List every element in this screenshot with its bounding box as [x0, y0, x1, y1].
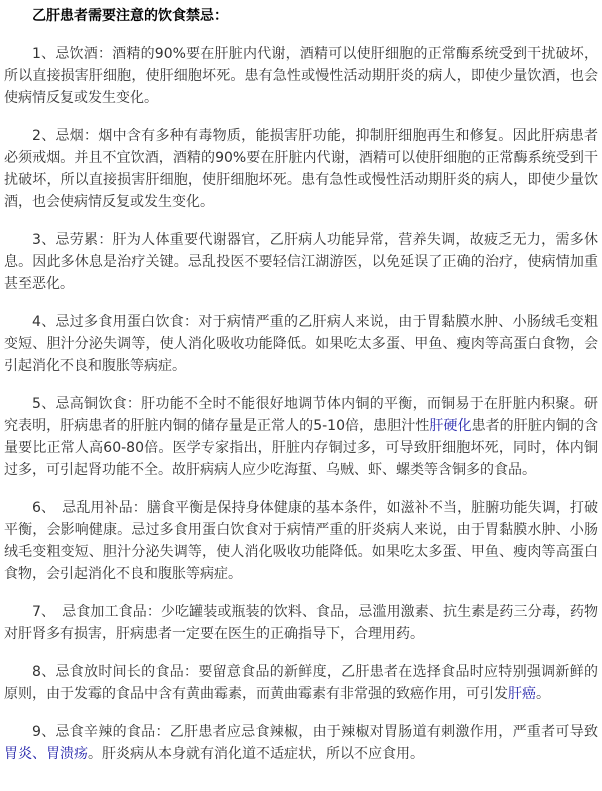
paragraph-7-no-processed-food [4, 601, 598, 645]
paragraph-text: 4、忌过多食用蛋白饮食：对于病情严重的乙肝病人来说，由于胃黏膜水肿、小肠绒毛变粗变短、胆汁分泌失调等，使人消化吸收功能降低。如果吃太多蛋、甲鱼、瘦肉等高蛋白食物，会引起消化不良和腹胀等病症。 [4, 314, 598, 374]
paragraph-3-no-overwork [4, 229, 598, 295]
link-liver-cancer[interactable]: 肝癌 [508, 686, 536, 702]
paragraph-text: 9、忌食辛辣的食品：乙肝患者应忌食辣椒，由于辣椒对胃肠道有刺激作用，严重者可导致 [32, 724, 598, 740]
paragraph-text: 。肝炎病从本身就有消化道不适症状，所以不应食用。 [88, 746, 424, 762]
paragraph-1-no-alcohol [4, 43, 598, 109]
paragraph-text: 5、忌高铜饮食：肝功能不全时不能很好地调节体内铜的平衡，而铜易于在肝脏内积聚。研究表明，肝病患者的肝脏内铜的储存量是正常人的5-10倍，患胆汁性 [4, 396, 598, 434]
link-gastritis-ulcer[interactable]: 胃炎、胃溃疡 [4, 746, 88, 762]
paragraph-text: 2、忌烟：烟中含有多种有毒物质，能损害肝功能，抑制肝细胞再生和修复。因此肝病患者必须戒烟。并且不宜饮酒，酒精的90%要在肝脏内代谢，酒精可以使肝细胞的正常酶系统受到干扰破坏，所以直接损害肝细胞，使肝细胞坏死。患有急性或慢性活动期肝炎的病人，即使少量饮酒，也会使病情反复或发生变化。 [4, 128, 598, 210]
paragraph-text: 8、忌食放时间长的食品：要留意食品的新鲜度，乙肝患者在选择食品时应特别强调新鲜的原则，由于发霉的食品中含有黄曲霉素，而黄曲霉素有非常强的致癌作用，可引发 [4, 664, 598, 702]
paragraph-text: 6、 忌乱用补品：膳食平衡是保持身体健康的基本条件，如滋补不当，脏腑功能失调，打破平衡，会影响健康。忌过多食用蛋白饮食对于病情严重的肝炎病人来说，由于胃黏膜水肿、小肠绒毛变粗变短、胆汁分泌失调等，使人消化吸收功能降低。如果吃太多蛋、甲鱼、瘦肉等高蛋白食物，会引起消化不良和腹胀等病症。 [4, 500, 598, 582]
paragraph-text: 患者的肝脏内铜的含量要比正常人高60-80倍。医学专家指出，肝脏内存铜过多，可导致肝细胞坏死，同时，体内铜过多，可引起肾功能不全。故肝病病人应少吃海蜇、乌贼、虾、螺类等含铜多的食品。 [4, 418, 599, 478]
paragraph-text: 1、忌饮酒：酒精的90%要在肝脏内代谢，酒精可以使肝细胞的正常酶系统受到干扰破坏，所以直接损害肝细胞，使肝细胞坏死。患有急性或慢性活动期肝炎的病人，即使少量饮酒，也会使病情反复或发生变化。 [4, 46, 598, 106]
paragraph-6-no-random-supplements [4, 497, 598, 585]
paragraph-text: 。 [536, 686, 550, 702]
paragraph-8-no-stale-food [4, 661, 598, 705]
article-title: 乙肝患者需要注意的饮食禁忌： [32, 8, 228, 24]
paragraph-5-no-high-copper [4, 393, 598, 481]
link-cirrhosis[interactable]: 肝硬化 [429, 418, 472, 434]
paragraph-text: 3、忌劳累：肝为人体重要代谢器官，乙肝病人功能异常，营养失调，故疲乏无力，需多休息。因此多休息是治疗关键。忌乱投医不要轻信江湖游医，以免延误了正确的治疗，使病情加重甚至恶化。 [4, 232, 598, 292]
paragraph-9-no-spicy-food [4, 721, 598, 765]
paragraph-4-no-excess-protein [4, 311, 598, 377]
paragraph-2-no-smoking [4, 125, 598, 213]
paragraph-text: 7、 忌食加工食品：少吃罐装或瓶装的饮料、食品，忌滥用激素、抗生素是药三分毒，药物对肝肾多有损害，肝病患者一定要在医生的正确指导下，合理用药。 [4, 604, 598, 642]
